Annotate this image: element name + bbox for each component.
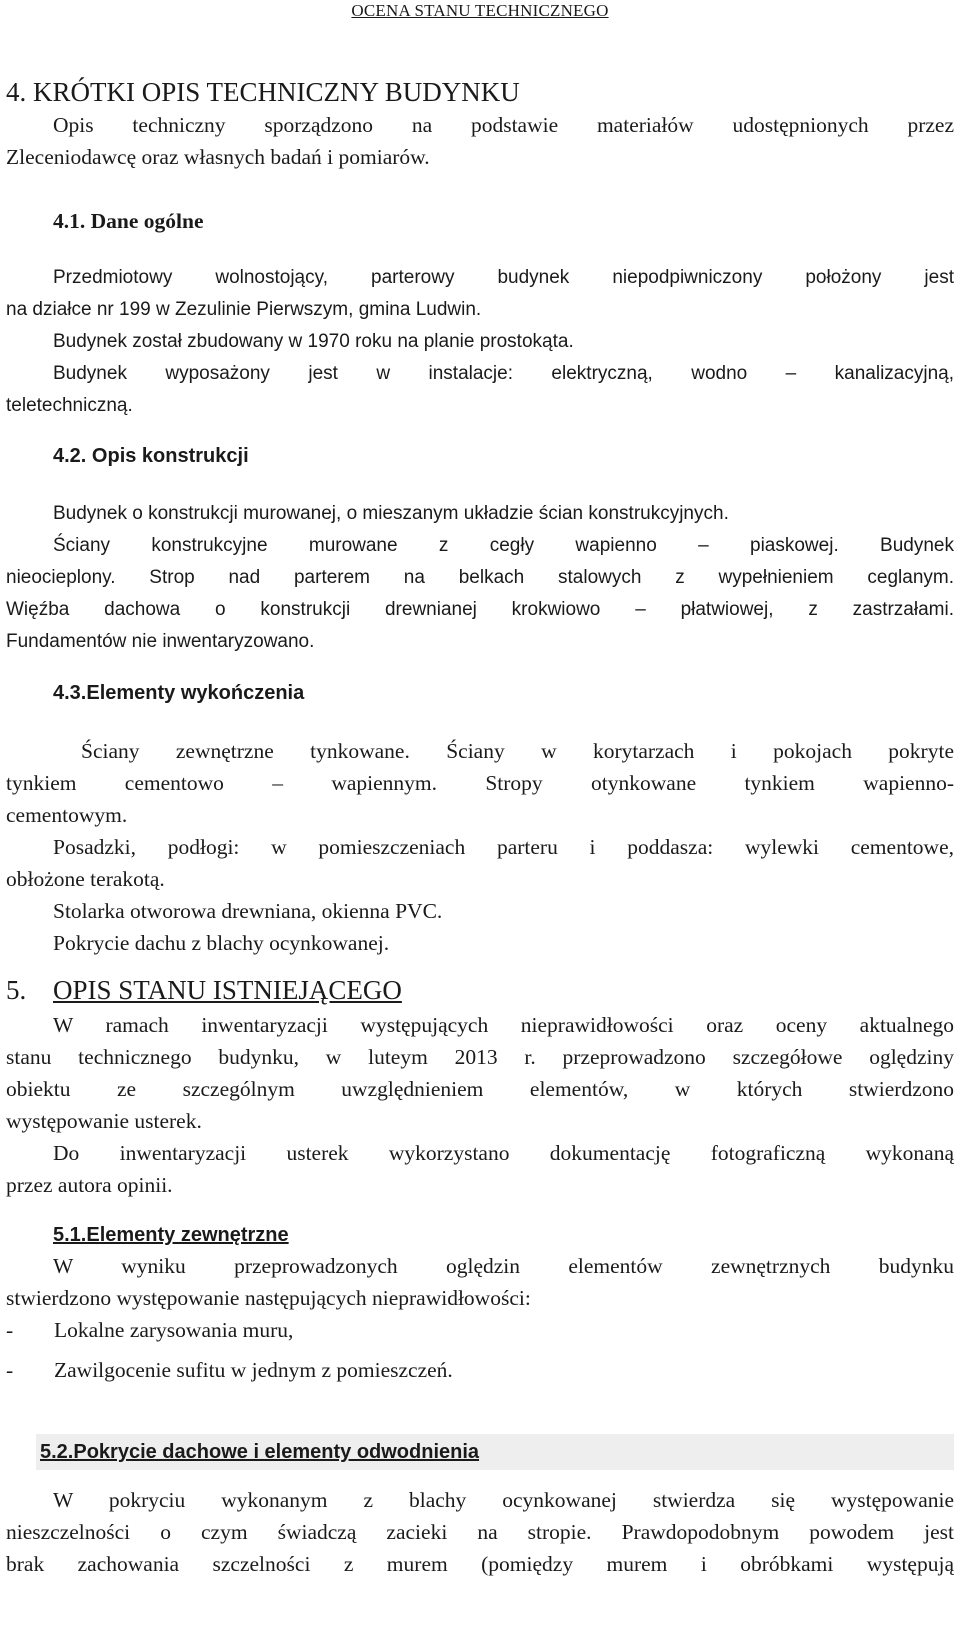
paragraph-line: Do inwentaryzacji usterek wykorzystano dokumentację fotograficzną wykonaną [53,1141,954,1165]
paragraph-line: nieszczelności o czym świadczą zacieki na stropie. Prawdopodobnym powodem jest [6,1520,954,1544]
section-4-2 [6,440,954,472]
paragraph-line: W wyniku przeprowadzonych oględzin elementów zewnętrznych budynku [53,1254,954,1278]
paragraph-line: Posadzki, podłogi: w pomieszczeniach parteru i poddasza: wylewki cementowe, [53,835,954,859]
paragraph-line: Ściany zewnętrzne tynkowane. Ściany w korytarzach i pokojach pokryte [81,739,954,763]
section-4-title: 4. KRÓTKI OPIS TECHNICZNY BUDYNKU [6,77,520,107]
paragraph-line: Zleceniodawcę oraz własnych badań i pomiarów. [6,145,430,169]
paragraph-line: W pokryciu wykonanym z blachy ocynkowanej stwierdza się występowanie [53,1488,954,1512]
section-4-3-title: 4.3.Elementy wykończenia [53,682,305,704]
section-5-body [6,1009,954,1201]
section-5-2-heading-band [36,1434,954,1470]
paragraph-line: Stolarka otworowa drewniana, okienna PVC. [53,899,443,923]
list-item [6,1354,954,1386]
paragraph-line: Przedmiotowy wolnostojący, parterowy budynek niepodpiwniczony położony jest [53,267,954,288]
paragraph-line: Budynek został zbudowany w 1970 roku na planie prostokąta. [53,331,574,352]
running-header: OCENA STANU TECHNICZNEGO [351,1,609,20]
section-5-2-body [6,1484,954,1580]
section-4-2-title: 4.2. Opis konstrukcji [53,445,249,467]
list-item-text: Lokalne zarysowania muru, [54,1318,294,1342]
section-4-3-body [6,735,954,959]
paragraph-line: cementowym. [6,803,128,827]
paragraph-line: brak zachowania szczelności z murem (pomiędzy murem i obróbkami występują [6,1552,954,1576]
section-4 [6,72,954,112]
paragraph-line: na działce nr 199 w Zezulinie Pierwszym, gmina Ludwin. [6,299,482,320]
paragraph-line: występowanie usterek. [6,1109,202,1133]
section-5-2-title [36,1434,954,1470]
paragraph-line: Więźba dachowa o konstrukcji drewnianej krokwiowo – płatwiowej, z zastrzałami. [6,599,954,620]
section-4-3 [6,677,954,709]
section-5-1-title-text: 5.1.Elementy zewnętrzne [53,1224,289,1246]
paragraph-line: nieocieplony. Strop nad parterem na belkach stalowych z wypełnieniem ceglanym. [6,567,954,588]
section-5-1-body [6,1250,954,1386]
section-5-number: 5. [6,975,27,1005]
paragraph-line: obłożone terakotą. [6,867,165,891]
paragraph-line: Pokrycie dachu z blachy ocynkowanej. [53,931,390,955]
section-5-1-title [6,1219,954,1251]
list-bullet: - [6,1358,14,1382]
section-5-title [6,970,954,1010]
section-4-1-title: 4.1. Dane ogólne [53,209,204,233]
paragraph-line: teletechniczną. [6,395,133,416]
list-item-text: Zawilgocenie sufitu w jednym z pomieszczeń. [54,1358,453,1382]
paragraph-line: stanu technicznego budynku, w luteym 2013 r. przeprowadzono szczegółowe oględziny [6,1045,954,1069]
section-4-1-body [6,262,954,422]
section-5-2-title-text: 5.2.Pokrycie dachowe i elementy odwodnienia [40,1441,480,1463]
paragraph-line: Fundamentów nie inwentaryzowano. [6,631,315,652]
section-5-1 [6,1219,954,1251]
paragraph-line: W ramach inwentaryzacji występujących nieprawidłowości oraz oceny aktualnego [53,1013,954,1037]
paragraph-line: Budynek o konstrukcji murowanej, o mieszanym układzie ścian konstrukcyjnych. [53,503,729,524]
section-4-intro [6,109,954,173]
section-4-2-body [6,498,954,658]
section-4-1 [6,205,954,237]
section-5-title-text: OPIS STANU ISTNIEJĄCEGO [53,975,402,1005]
list-item [6,1314,954,1346]
paragraph-line: stwierdzono występowanie następujących nieprawidłowości: [6,1286,531,1310]
paragraph-line: obiektu ze szczególnym uwzględnieniem elementów, w których stwierdzono [6,1077,954,1101]
paragraph-line: przez autora opinii. [6,1173,173,1197]
list-bullet: - [6,1318,14,1342]
section-5 [6,970,954,1010]
paragraph-line: Ściany konstrukcyjne murowane z cegły wapienno – piaskowej. Budynek [53,535,954,556]
paragraph-line: tynkiem cementowo – wapiennym. Stropy otynkowane tynkiem wapienno- [6,771,954,795]
paragraph-line: Budynek wyposażony jest w instalacje: elektryczną, wodno – kanalizacyjną, [53,363,954,384]
paragraph-line: Opis techniczny sporządzono na podstawie materiałów udostępnionych przez [53,113,954,137]
